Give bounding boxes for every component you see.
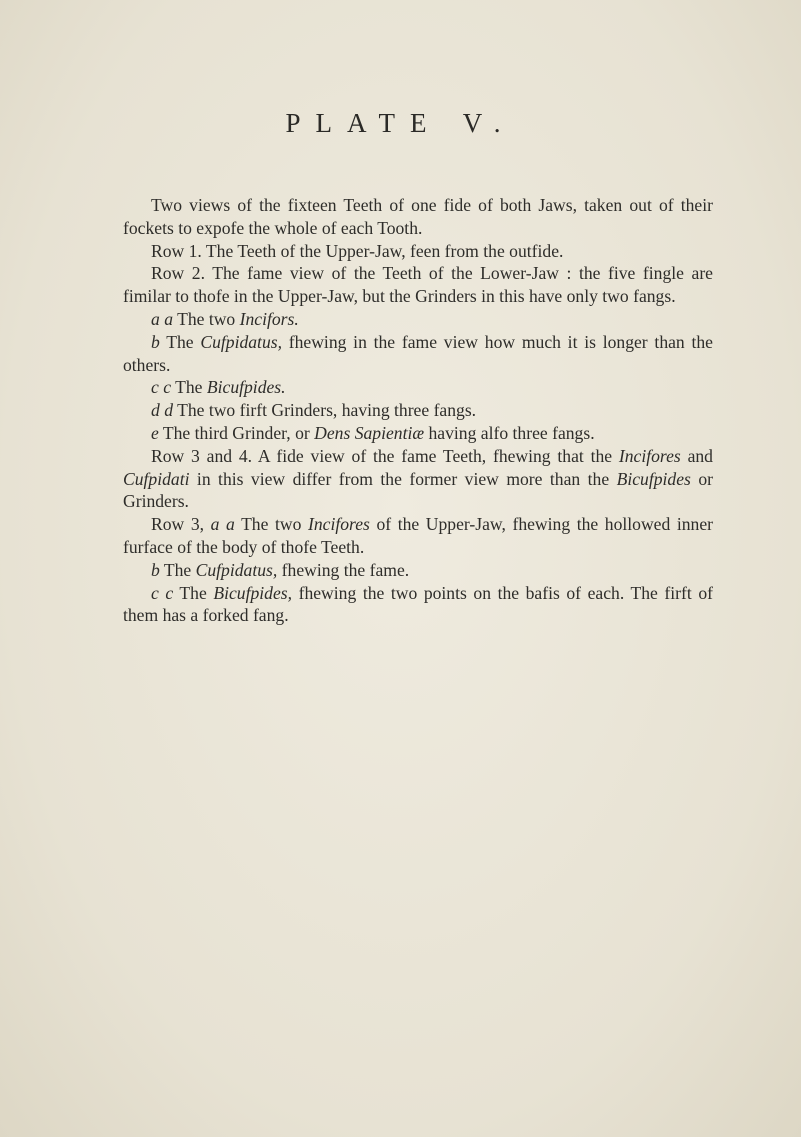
item-term: Bicufpides, xyxy=(213,582,293,603)
item-text: fhewing the fame. xyxy=(277,559,410,580)
item-text: The third Grinder, or xyxy=(158,422,315,443)
plate-description xyxy=(123,194,713,627)
row-2-paragraph: Row 2. The fame view of the Teeth of the Lower-Jaw : the five fingle are fimilar to thofe in the Upper-Jaw, but the Grinders in this have only two fangs. xyxy=(123,263,713,307)
item-label: a a xyxy=(151,308,173,329)
plate-heading: PLATE V. xyxy=(285,108,516,138)
item-text: The xyxy=(171,377,207,398)
item-text: fhewing the two points on the bafis of each. The firft of them has a forked fang. xyxy=(123,582,713,626)
item-label: c c xyxy=(151,582,174,603)
item-text: having alfo three fangs. xyxy=(424,422,595,443)
item-term: Bicufpides. xyxy=(206,377,286,398)
item-text: of the Upper-Jaw, fhewing the hollowed inner furface of the body of thofe Teeth. xyxy=(123,514,713,557)
item-text: Row 3, xyxy=(151,514,211,535)
item-text: The xyxy=(173,582,214,603)
item-label: e xyxy=(151,422,159,443)
item-label: b xyxy=(151,331,160,352)
item-aa xyxy=(123,308,713,331)
intro-paragraph: Two views of the fixteen Teeth of one fide of both Jaws, taken out of their fockets to expofe the whole of each Tooth. xyxy=(123,195,713,238)
item-text: and xyxy=(680,445,713,466)
item-term: Cufpidatus, xyxy=(200,331,282,352)
item-text: The two xyxy=(234,514,308,535)
item-text: Row 3 and 4. A fide view of the fame Teeth, fhewing that the xyxy=(151,445,619,466)
item-b xyxy=(123,331,713,377)
row-3-paragraph xyxy=(123,513,713,559)
item-b-row3 xyxy=(123,559,713,582)
item-term: Dens Sapientiæ xyxy=(314,422,425,443)
item-term: Incifores xyxy=(307,514,370,535)
item-term: Cufpidatus, xyxy=(195,559,278,580)
item-term: Cufpidati xyxy=(123,468,190,489)
item-text: The xyxy=(159,331,201,352)
item-dd xyxy=(123,399,713,422)
item-term: Incifors. xyxy=(239,308,299,329)
item-label: c c xyxy=(151,377,172,398)
row-1-paragraph: Row 1. The Teeth of the Upper-Jaw, feen from the outfide. xyxy=(151,240,564,261)
item-e xyxy=(123,422,713,445)
item-cc xyxy=(123,376,713,399)
item-text: fhewing in the fame view how much it is longer than the others. xyxy=(123,331,713,375)
row-3-4-paragraph xyxy=(123,445,713,513)
item-label: a a xyxy=(210,514,235,535)
item-text: The two firft Grinders, having three fangs. xyxy=(173,400,477,421)
item-text: The two xyxy=(173,308,240,329)
item-text: in this view differ from the former view more than the xyxy=(189,468,617,489)
item-label: b xyxy=(151,559,160,580)
item-text: or Grinders. xyxy=(123,468,713,512)
item-term: Incifores xyxy=(618,445,681,466)
item-term: Bicufpides xyxy=(616,468,691,489)
item-label: d d xyxy=(151,400,173,421)
item-text: The xyxy=(159,559,196,580)
item-cc-row3 xyxy=(123,582,713,628)
